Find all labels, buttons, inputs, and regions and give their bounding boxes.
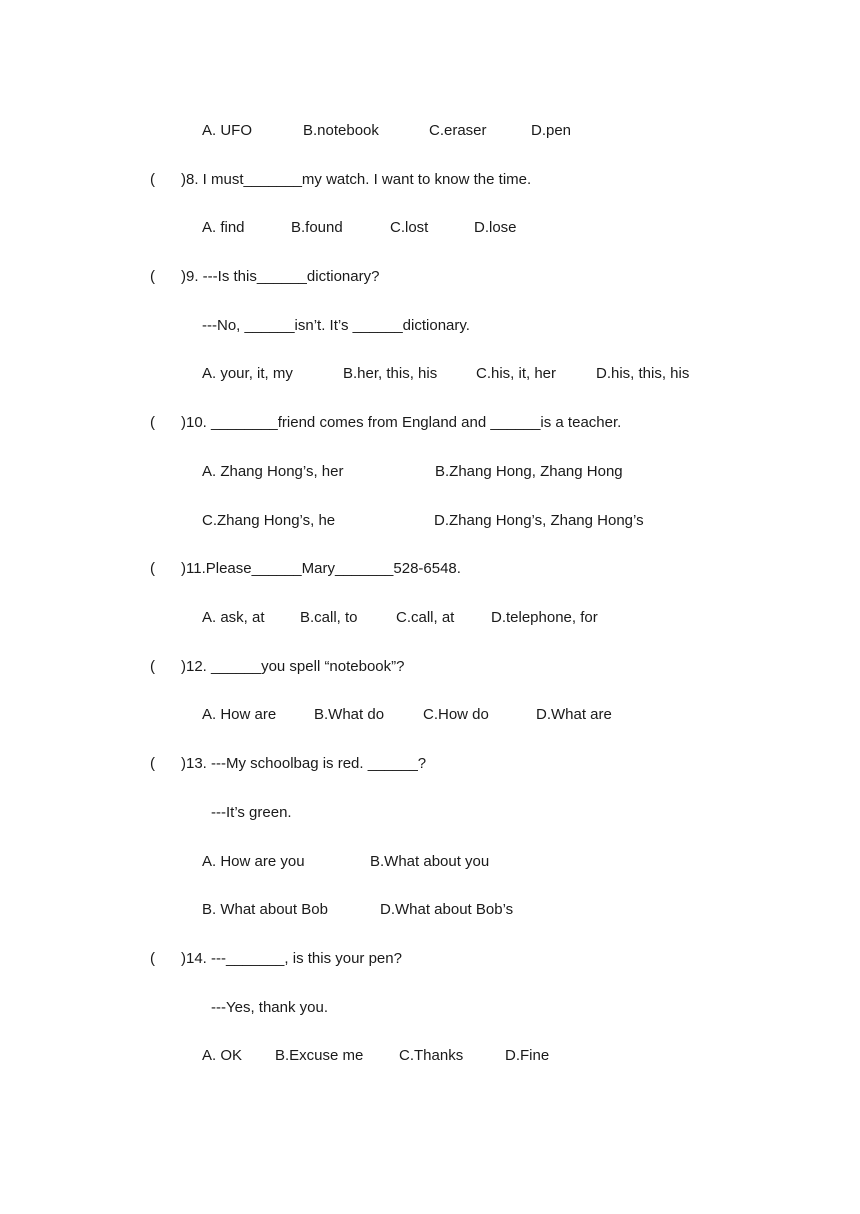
q14-option-b: B.Excuse me xyxy=(275,1047,364,1064)
q13-stem-continuation xyxy=(0,802,860,824)
q11-answer-paren: ( xyxy=(150,560,155,577)
q13-answer-paren: ( xyxy=(150,755,155,772)
q13-stem-line xyxy=(0,753,860,775)
q11-stem-line xyxy=(0,558,860,580)
q9-option-d: D.his, this, his xyxy=(596,365,690,382)
q12-option-c: C.How do xyxy=(423,706,489,723)
q8-stem-line xyxy=(0,169,860,191)
q13-response: ---It’s green. xyxy=(211,804,292,821)
q10-answer-paren: ( xyxy=(150,414,155,431)
q14-stem-continuation xyxy=(0,997,860,1019)
q9-stem-continuation xyxy=(0,315,860,337)
q10-stem: )10. ________friend comes from England and ______is a teacher. xyxy=(181,414,622,431)
q10-options-row-2 xyxy=(0,510,860,532)
q13-option-b: B.What about you xyxy=(370,853,490,870)
q11-stem: )11.Please______Mary_______528-6548. xyxy=(181,560,461,577)
q9-option-a: A. your, it, my xyxy=(202,365,293,382)
q14-option-d: D.Fine xyxy=(505,1047,550,1064)
q12-option-d: D.What are xyxy=(536,706,612,723)
q12-stem-line xyxy=(0,656,860,678)
q9-response: ---No, ______isn’t. It’s ______dictionary. xyxy=(202,317,470,334)
q8-option-a: A. find xyxy=(202,219,245,236)
q10-options-row-1 xyxy=(0,461,860,483)
q12-option-b: B.What do xyxy=(314,706,385,723)
q12-stem: )12. ______you spell “notebook”? xyxy=(181,658,405,675)
q12-options xyxy=(0,704,860,726)
q8-answer-paren: ( xyxy=(150,171,155,188)
q13-options-row-1 xyxy=(0,851,860,873)
q8-options xyxy=(0,217,860,239)
q10-stem-line xyxy=(0,412,860,434)
q11-options xyxy=(0,607,860,629)
q7-option-b: B.notebook xyxy=(303,122,379,139)
q14-stem-line xyxy=(0,948,860,970)
q9-stem: )9. ---Is this______dictionary? xyxy=(181,268,380,285)
q7-options xyxy=(0,120,860,142)
q9-option-c: C.his, it, her xyxy=(476,365,557,382)
q13-option-c: B. What about Bob xyxy=(202,901,328,918)
q14-response: ---Yes, thank you. xyxy=(211,999,329,1016)
q9-answer-paren: ( xyxy=(150,268,155,285)
q14-answer-paren: ( xyxy=(150,950,155,967)
q10-option-b: B.Zhang Hong, Zhang Hong xyxy=(435,463,623,480)
q7-option-d: D.pen xyxy=(531,122,572,139)
q8-option-c: C.lost xyxy=(390,219,429,236)
q9-options xyxy=(0,363,860,385)
q8-stem: )8. I must_______my watch. I want to know the time. xyxy=(181,171,532,188)
q9-option-b: B.her, this, his xyxy=(343,365,438,382)
q13-stem: )13. ---My schoolbag is red. ______? xyxy=(181,755,427,772)
q7-option-a: A. UFO xyxy=(202,122,253,139)
q13-option-a: A. How are you xyxy=(202,853,305,870)
q12-answer-paren: ( xyxy=(150,658,155,675)
q14-stem: )14. ---_______, is this your pen? xyxy=(181,950,402,967)
q13-options-row-2 xyxy=(0,899,860,921)
q11-option-d: D.telephone, for xyxy=(491,609,598,626)
q11-option-a: A. ask, at xyxy=(202,609,265,626)
q14-options xyxy=(0,1045,860,1067)
q11-option-c: C.call, at xyxy=(396,609,455,626)
q9-stem-line xyxy=(0,266,860,288)
q8-option-d: D.lose xyxy=(474,219,517,236)
q10-option-a: A. Zhang Hong’s, her xyxy=(202,463,344,480)
q10-option-c: C.Zhang Hong’s, he xyxy=(202,512,336,529)
q13-option-d: D.What about Bob’s xyxy=(380,901,514,918)
q7-option-c: C.eraser xyxy=(429,122,487,139)
q10-option-d: D.Zhang Hong’s, Zhang Hong’s xyxy=(434,512,644,529)
q14-option-c: C.Thanks xyxy=(399,1047,464,1064)
q11-option-b: B.call, to xyxy=(300,609,358,626)
q8-option-b: B.found xyxy=(291,219,343,236)
q12-option-a: A. How are xyxy=(202,706,277,723)
q14-option-a: A. OK xyxy=(202,1047,243,1064)
